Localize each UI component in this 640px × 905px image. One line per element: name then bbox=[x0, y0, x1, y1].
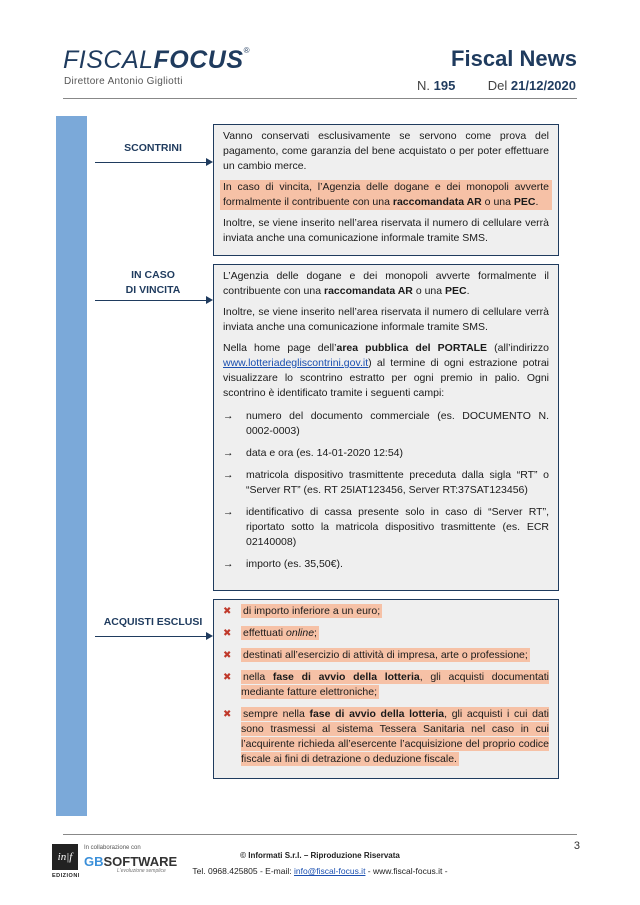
gb-slogan: L'evoluzione semplice bbox=[117, 868, 166, 874]
list-item: → matricola dispositivo trasmittente preceduta dalla sigla “RT” o “Server RT” (es. RT 25IAT123456, Server RT:37SAT123456) bbox=[223, 469, 549, 496]
box-esclusi bbox=[213, 599, 559, 779]
informati-logo: in|f bbox=[52, 844, 78, 870]
scontrini-text-3: Inoltre, se viene inserito nell’area riservata il numero di cellulare verrà inviata anche una comunicazione informale tramite SMS. bbox=[223, 217, 549, 244]
list-item: → importo (es. 35,50€). bbox=[223, 558, 343, 570]
list-item: ✖ nella fase di avvio della lotteria, gli acquisti documentati mediante fatture elettroniche; bbox=[223, 671, 549, 698]
cross-icon: ✖ bbox=[223, 650, 232, 661]
label-underline bbox=[95, 636, 211, 637]
fields-list bbox=[223, 409, 549, 572]
director-line: Direttore Antonio Gigliotti bbox=[64, 76, 183, 87]
collab-text: In collaborazione con bbox=[84, 845, 141, 851]
arrow-icon: → bbox=[223, 410, 234, 422]
lotteria-link[interactable]: www.lotteriadegliscontrini.gov.it bbox=[223, 357, 369, 369]
label-underline bbox=[95, 300, 211, 301]
gb-software-logo: GBSOFTWARE bbox=[84, 854, 178, 869]
arrow-icon: → bbox=[223, 447, 234, 459]
arrow-right-icon bbox=[206, 296, 213, 304]
arrow-right-icon bbox=[206, 158, 213, 166]
arrow-icon: → bbox=[223, 506, 234, 518]
scontrini-text-2: In caso di vincita, l’Agenzia delle dogane e dei monopoli avverte formalmente il contribuente con una raccomandata AR o una PEC. bbox=[220, 180, 552, 210]
cross-icon: ✖ bbox=[223, 672, 232, 683]
box-scontrini bbox=[213, 124, 559, 256]
scontrini-text-1: Vanno conservati esclusivamente se servono come prova del pagamento, come garanzia del bene acquistato o per poter effettuare un cambio merce. bbox=[223, 130, 549, 172]
informati-edizioni: EDIZIONI bbox=[52, 873, 80, 879]
list-item: ✖ sempre nella fase di avvio della lotteria, gli acquisti i cui dati sono trasmessi al sistema Tessera Sanitaria nel caso in cui l’acquirente richieda all’esercente l’acquisizione del proprio codice fiscale ai fini di detrazione o deduzione fiscale. bbox=[223, 708, 550, 765]
label-underline bbox=[95, 162, 211, 163]
arrow-right-icon bbox=[206, 632, 213, 640]
issue-date: Del 21/12/2020 bbox=[487, 78, 576, 93]
copyright: © Informati S.r.l. – Riproduzione Riservata bbox=[240, 851, 400, 860]
cross-icon: ✖ bbox=[223, 606, 232, 617]
excluded-list bbox=[223, 604, 549, 767]
vincita-text-3: Nella home page dell’area pubblica del PORTALE (all’indirizzo www.lotteriadegliscontrini.gov.it) al termine di ogni estrazione potrai visualizzare lo scontrino estratto per ogni premio in palio. Ogni scontrino è identificato tramite i seguenti campi: bbox=[223, 342, 550, 399]
list-item: ✖ di importo inferiore a un euro; bbox=[223, 605, 381, 617]
list-item: ✖ effettuati online; bbox=[223, 627, 317, 639]
arrow-icon: → bbox=[223, 558, 234, 570]
vincita-text-1: L’Agenzia delle dogane e dei monopoli avverte formalmente il contribuente con una raccomandata AR o una PEC. bbox=[223, 270, 549, 297]
email-link[interactable]: info@fiscal-focus.it bbox=[293, 866, 366, 876]
list-item: → identificativo di cassa presente solo in caso di “Server RT”, riportato sotto la matricola dispositivo trasmittente (es. ECR 02140008) bbox=[223, 506, 549, 548]
list-item: → numero del documento commerciale (es. DOCUMENTO N. 0002-0003) bbox=[223, 410, 549, 437]
footer-divider bbox=[63, 834, 577, 835]
cross-icon: ✖ bbox=[223, 709, 232, 720]
vincita-text-2: Inoltre, se viene inserito nell’area riservata il numero di cellulare verrà inviata anche una comunicazione informale tramite SMS. bbox=[223, 306, 549, 333]
publication-title: Fiscal News bbox=[451, 46, 577, 71]
header-divider bbox=[63, 98, 577, 99]
cross-icon: ✖ bbox=[223, 628, 232, 639]
arrow-icon: → bbox=[223, 469, 234, 481]
list-item: → data e ora (es. 14-01-2020 12:54) bbox=[223, 447, 404, 459]
label-esclusi: ACQUISTI ESCLUSI bbox=[103, 616, 203, 628]
fiscal-focus-logo: FISCALFOCUS® bbox=[63, 46, 250, 74]
side-accent-bar bbox=[56, 116, 87, 816]
contacts: Tel. 0968.425805 - E-mail: info@fiscal-focus.it - www.fiscal-focus.it - bbox=[192, 866, 448, 876]
issue-number: N. 195 bbox=[417, 78, 456, 93]
label-vincita: IN CASO DI VINCITA bbox=[125, 269, 181, 296]
list-item: ✖ destinati all’esercizio di attività di impresa, arte o professione; bbox=[223, 649, 528, 661]
label-scontrini: SCONTRINI bbox=[124, 142, 182, 154]
box-vincita bbox=[213, 264, 559, 591]
page-number: 3 bbox=[573, 840, 580, 852]
